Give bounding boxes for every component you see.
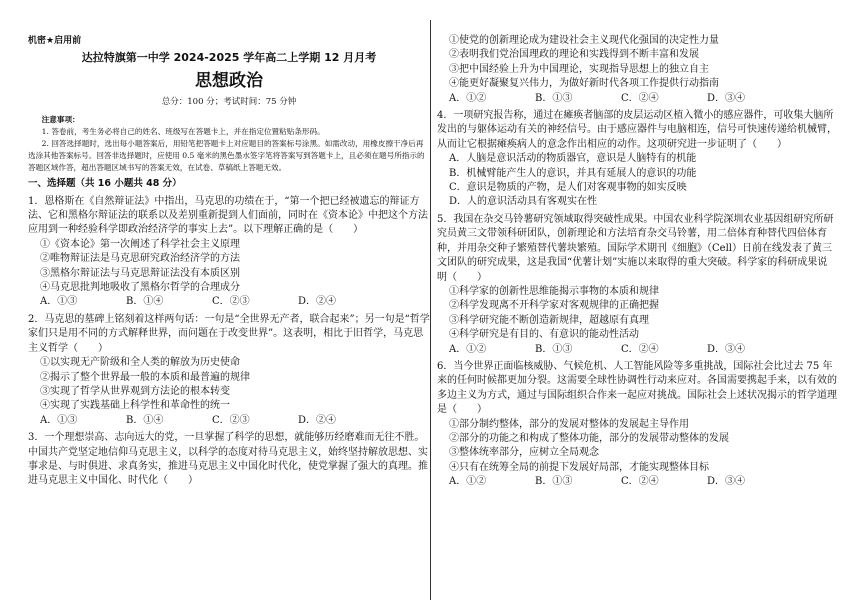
question-stem: 2．马克思的墓碑上铭刻着这样两句话：一句是“全世界无产者，联合起来”；另一句是“哲学家们只是用不同的方式解释世界，而问题在于改变世界”。这表明，相比于旧哲学，马克思主义哲学（ ） (28, 313, 430, 354)
option: C．意识是物质的产物，是人们对客观事物的如实反映 (449, 182, 687, 194)
option: ③科学研究能不断创造新规律，超越原有真理 (449, 314, 649, 326)
answer-choices (437, 343, 837, 357)
section-heading: 一、选择题（共 16 小题共 48 分） (28, 178, 182, 190)
option: ③整体统率部分，应树立全局观念 (449, 447, 599, 459)
option: ①《资本论》第一次阐述了科学社会主义原理 (40, 238, 240, 250)
answer-choices (437, 92, 837, 106)
question-5 (437, 213, 837, 357)
option: D．人的意识活动具有客观实在性 (449, 196, 598, 208)
column-divider (430, 20, 431, 600)
answer-choices (28, 295, 430, 309)
option: ②部分的功能之和构成了整体功能，部分的发展带动整体的发展 (449, 432, 729, 444)
question-4 (437, 109, 837, 210)
question-stem: 1．恩格斯在《自然辩证法》中指出，马克思的功绩在于，“第一个把已经被遗忘的辩证方法、它和黑格尔辩证法的联系以及差别重新提到人们面前，同时在《资本论》中把这个方法应用到一种经验科学即政治经济学的事实上去”。以下理解正确的是（ ） (28, 195, 428, 236)
choice-b: B．①③ (535, 92, 573, 104)
question-3 (28, 431, 430, 489)
subject-title: 思想政治 (195, 70, 263, 91)
choice-c: C．②④ (621, 476, 659, 488)
choice-b: B．①④ (126, 296, 164, 308)
option: ①部分制约整体，部分的发展对整体的发展起主导作用 (449, 418, 689, 430)
option: ①使党的创新理论成为建设社会主义现代化强国的决定性力量 (449, 35, 719, 46)
option: B．机械臂能产生人的意识，并具有延展人的意识的功能 (449, 167, 697, 179)
option: ④只有在统筹全局的前提下发展好局部，才能实现整体目标 (449, 461, 709, 473)
choice-d: D．②④ (298, 414, 337, 426)
choice-d: D．③④ (707, 343, 746, 355)
choice-d: D．②④ (298, 296, 337, 308)
question-3-options (437, 34, 837, 106)
answer-choices (437, 475, 837, 489)
option: ②科学发现离不开科学家对客观规律的正确把握 (449, 300, 659, 312)
option: ④科学研究是有目的、有意识的能动性活动 (449, 329, 639, 341)
choice-a: A．①③ (40, 296, 78, 308)
question-stem: 5．我国在杂交马铃薯研究领域取得突破性成果。中国农业科学院深圳农业基因组研究所研究员黄三文带领科研团队，创新理论和方法培育杂交马铃薯，用二倍体育种替代四倍体育种，并用杂交种子繁殖替代薯块繁殖。国际学术期刊《细胞》（Cell）日前在线发表了黄三文团队的研究成果，这是我国“优薯计划”实施以来取得的重大突破。科学家的科研成果说明（ ） (437, 213, 834, 283)
choice-b: B．①③ (535, 476, 573, 488)
option: ①以实现无产阶级和全人类的解放为历史使命 (40, 357, 240, 369)
option: ②表明我们党治国理政的理论和实践得到不断丰富和发展 (449, 49, 699, 61)
option: ④马克思批判地吸收了黑格尔哲学的合理成分 (40, 282, 240, 294)
exam-title: 达拉特旗第一中学 2024-2025 学年高二上学期 12 月月考 (81, 51, 377, 65)
secret-label: 机密★启用前 (28, 36, 82, 46)
choice-b: B．①④ (126, 414, 164, 426)
left-column (28, 34, 430, 489)
option: ③实现了哲学从世界观到方法论的根本转变 (40, 385, 230, 397)
choice-c: C．②③ (212, 296, 250, 308)
option: ②揭示了整个世界最一般的本质和最普遍的规律 (40, 371, 250, 383)
choice-c: C．②④ (621, 343, 659, 355)
choice-b: B．①③ (535, 343, 573, 355)
option: ③把中国经验上升为中国理论，实现指导思想上的独立自主 (449, 63, 709, 75)
note-item: 1. 答卷前，考生务必将自己的姓名、班级写在答题卡上，并在指定位置粘贴条形码。 (41, 127, 325, 137)
choice-d: D．③④ (707, 92, 746, 104)
choice-c: C．②③ (212, 414, 250, 426)
choice-a: A．①③ (40, 414, 78, 426)
right-column (437, 34, 837, 490)
question-stem: 6．当今世界正面临核威胁、气候危机、人工智能风险等多重挑战，国际社会比过去 75 年来的任何时候都更加分裂。这需要全球性协调性行动来应对。各国需要携起手来，以有效的多边主义为方式，通过与国际组织合作来一起应对挑战。国际社会上述状况揭示的哲学道理是（ ） (437, 360, 837, 416)
option: ④能更好凝聚复兴伟力，为做好新时代各项工作提供行动指南 (449, 78, 719, 90)
notes-block (28, 114, 430, 174)
notes-title: 注意事项： (41, 115, 80, 125)
choice-d: D．③④ (707, 476, 746, 488)
question-2 (28, 313, 430, 428)
exam-meta: 总分：100 分；考试时间：75 分钟 (161, 96, 297, 107)
choice-a: A．①② (449, 343, 487, 355)
question-6 (437, 360, 837, 490)
note-item: 2. 回答选择题时，选出每小题答案后，用铅笔把答题卡上对应题目的答案标号涂黑。如需改动，用橡皮擦干净后再选涂其他答案标号。回答非选择题时，应使用 0.5 毫米的黑色墨水签字笔将答案写到答题卡上，且必须在题号所指示的答题区域作答，超出答题区域书写的答案无效，在试卷、草稿纸上答题无效。 (28, 139, 425, 173)
option: ④实现了实践基础上科学性和革命性的统一 (40, 400, 230, 412)
answer-choices (28, 414, 430, 428)
choice-a: A．①② (449, 476, 487, 488)
option: A．人脑是意识活动的物质器官，意识是人脑特有的机能 (449, 153, 697, 165)
choice-a: A．①② (449, 92, 487, 104)
option: ③黑格尔辩证法与马克思辩证法没有本质区别 (40, 267, 240, 279)
question-stem: 3．一个理想崇高、志向远大的党，一旦掌握了科学的思想，就能够历经磨难而无往不胜。中国共产党坚定地信仰马克思主义，以科学的态度对待马克思主义，始终坚持解放思想、实事求是、与时俱进、求真务实，推进马克思主义中国化时代化，使党掌握了强大的真理。推进马克思主义中国化、时代化（ ） (28, 432, 428, 487)
choice-c: C．②④ (621, 92, 659, 104)
option: ②唯物辩证法是马克思研究政治经济学的方法 (40, 253, 240, 265)
question-stem: 4．一项研究报告称，通过在瘫痪者脑部的皮层运动区植入微小的感应器件，可收集大脑所发出的与躯体运动有关的神经信号。由于感应器件与电脑相连，信号可快速传递给机械臂，从而让它根据瘫痪病人的意念作出相应的动作。这项研究进一步证明了（ ） (437, 110, 837, 150)
option: ①科学家的创新性思维能揭示事物的本质和规律 (449, 285, 659, 297)
question-1 (28, 195, 430, 310)
